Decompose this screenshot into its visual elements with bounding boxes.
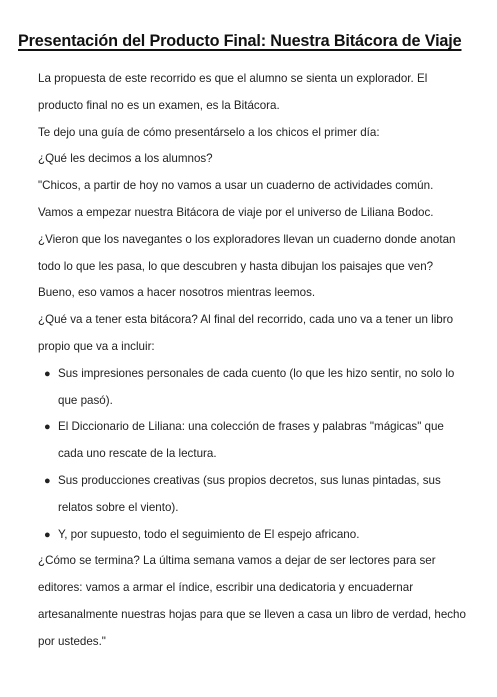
list-item-text: Y, por supuesto, todo el seguimiento de El espejo africano. [58, 527, 360, 541]
speech-paragraph-1: "Chicos, a partir de hoy no vamos a usar un cuaderno de actividades común. Vamos a empezar nuestra Bitácora de viaje por el universo de Liliana Bodoc. [38, 179, 434, 219]
list-item [44, 361, 468, 415]
bullet-icon: ● [44, 474, 51, 487]
speech-paragraph-2: ¿Vieron que los navegantes o los exploradores llevan un cuaderno donde anotan todo lo que les pasa, lo que descubren y hasta dibujan los paisajes que ven? Bueno, eso vamos a hacer nosotros mientras leemos. [38, 232, 456, 300]
bullet-icon: ● [44, 421, 51, 434]
list-item-text: Sus impresiones personales de cada cuento (lo que les hizo sentir, no solo lo que pasó). [58, 366, 455, 407]
list-item [44, 414, 468, 468]
bullet-icon: ● [44, 367, 51, 380]
document-title: Presentación del Producto Final: Nuestra Bitácora de Viaje [18, 32, 462, 50]
list-item-text: El Diccionario de Liliana: una colección de frases y palabras "mágicas" que cada uno rescate de la lectura. [58, 420, 444, 461]
bullet-icon: ● [44, 528, 51, 541]
question-paragraph: ¿Qué les decimos a los alumnos? [38, 152, 213, 166]
speech-paragraph-3: ¿Qué va a tener esta bitácora? Al final del recorrido, cada uno va a tener un libro propio que va a incluir: [38, 313, 454, 353]
intro-paragraph: La propuesta de este recorrido es que el alumno se sienta un explorador. El producto final no es un examen, es la Bitácora. [38, 72, 428, 112]
bitacora-contents-list [38, 361, 468, 549]
document-body [38, 66, 468, 656]
closing-paragraph: ¿Cómo se termina? La última semana vamos a dejar de ser lectores para ser editores: vamos a armar el índice, escribir una dedicatoria y encuadernar artesanalmente nuestras hojas para que se lleven a casa un libro de verdad, hecho por ustedes." [38, 554, 466, 648]
list-item-text: Sus producciones creativas (sus propios decretos, sus lunas pintadas, sus relatos sobre el viento). [58, 473, 441, 514]
list-item [44, 522, 468, 549]
list-item [44, 468, 468, 522]
guide-intro-paragraph: Te dejo una guía de cómo presentárselo a los chicos el primer día: [38, 125, 380, 139]
